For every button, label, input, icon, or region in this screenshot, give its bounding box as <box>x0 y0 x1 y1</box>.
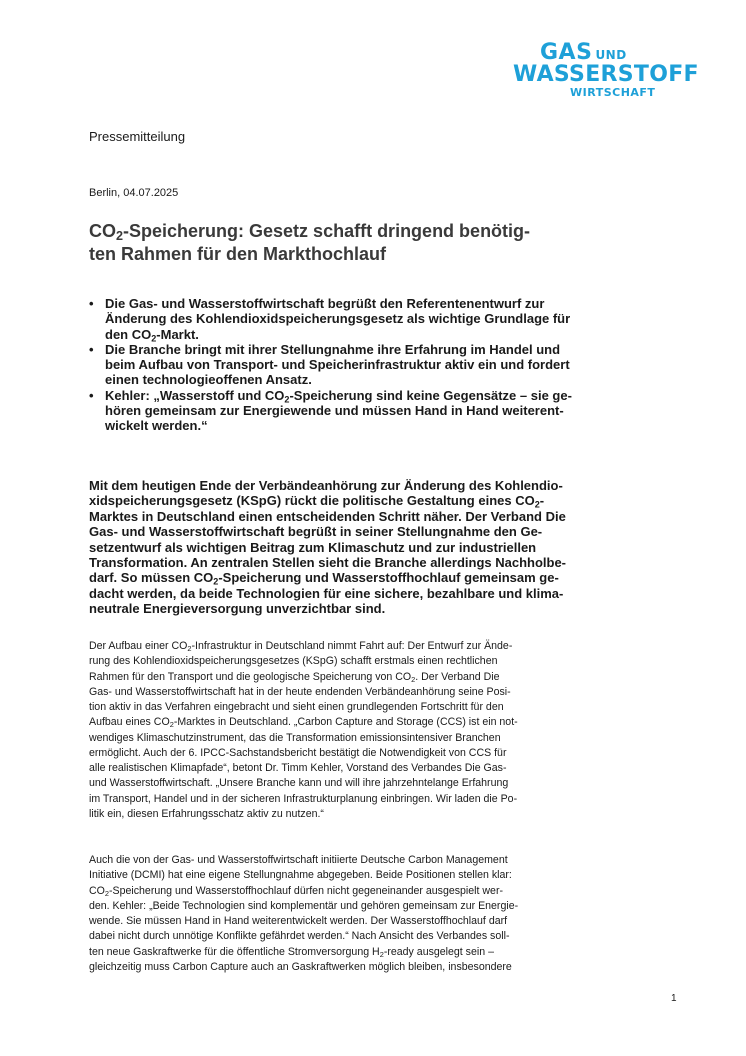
page-number: 1 <box>671 993 677 1004</box>
logo-und: UND <box>595 48 627 62</box>
key-point: • Die Branche bringt mit ihrer Stellungnahme ihre Erfahrung im Handel und beim Aufbau von Transport- und Speicherinfrastruktur aktiv ein und fordert einen technologieoffenen Ansatz. <box>89 342 579 388</box>
key-point: • Die Gas- und Wasserstoffwirtschaft begrüßt den Referentenentwurf zur Änderung des Kohlendioxidspeicherungsgesetz als wichtige Grundlage für den $CO_2$-Markt. <box>89 296 579 342</box>
logo-line-wirtschaft: WIRTSCHAFT <box>570 86 656 99</box>
body-paragraph: Der Aufbau einer $CO_2$-Infrastruktur in Deutschland nimmt Fahrt auf: Der Entwurf zur Ände- rung des Kohlendioxidspeicherungsgesetzes (KSpG) schafft erstmals einen rechtlichen Rahmen für den Transport und die geologische Speicherung von $CO_2$. Der Verband Die Gas- und Wasserstoffwirtschaft hat in der heute endenden Verbändeanhörung seine Posi- tion aktiv in das Verfahren eingebracht und sieht einen grundlegenden Fortschritt für den Aufbau eines $CO_2$-Marktes in Deutschland. „Carbon Capture and Storage (CCS) ist ein not- wendiges Klimaschutzinstrument, das die Transformation emissionsintensiver Branchen ermöglicht. Auch der 6. IPCC-Sachstandsbericht bestätigt die Notwendigkeit von CCS für alle realistischen Klimapfade“, betont Dr. Timm Kehler, Vorstand des Verbandes Die Gas- und Wasserstoffwirtschaft. „Unsere Branche kann und will ihre jahrzehntelange Erfahrung im Transport, Handel und in der sicheren Infrastrukturplanung einbringen. Wir laden die Po- litik ein, diesen Erfahrungsschatz aktiv zu nutzen.“ <box>89 640 518 820</box>
body-paragraph: Auch die von der Gas- und Wasserstoffwirtschaft initiierte Deutsche Carbon Management Initiative (DCMI) hat eine eigene Stellungnahme abgegeben. Beide Positionen stellen klar: $CO_2$-Speicherung und Wasserstoffhochlauf dürfen nicht gegeneinander ausgespielt wer- den. Kehler: „Beide Technologien sind komplementär und gehören gemeinsam zur Energie- wende. Sie müssen Hand in Hand weiterentwickelt werden. Der Wasserstoffhochlauf darf dabei nicht durch unnötige Konflikte gefährdet werden.“ Nach Ansicht des Verbandes soll- ten neue Gaskraftwerke für die öffentliche Stromversorgung $H_2$-ready ausgelegt sein – gleichzeitig muss Carbon Capture auch an Gaskraftwerken möglich bleiben, insbesondere <box>89 854 519 973</box>
dateline: Berlin, 04.07.2025 <box>89 187 179 199</box>
key-points-list <box>89 296 579 434</box>
document-type: Pressemitteilung <box>89 129 186 144</box>
lead-paragraph: Mit dem heutigen Ende der Verbändeanhörung zur Änderung des Kohlendio- xidspeicherungsgesetz (KSpG) rückt die politische Gestaltung eines $CO_2-$ Marktes in Deutschland einen entscheidenden Schritt näher. Der Verband Die Gas- und Wasserstoffwirtschaft begrüßt in seiner Stellungnahme den Ge- setzentwurf als wichtigen Beitrag zum Klimaschutz und zur industriellen Transformation. An zentralen Stellen sieht die Branche allerdings Nachholbe- darf. So müssen $CO_2$-Speicherung und Wasserstoffhochlauf gemeinsam ge- dacht werden, da beide Technologien für eine sichere, bezahlbare und klima- neutrale Energieversorgung unverzichtbar sind. <box>89 478 567 617</box>
key-point: • Kehler: „Wasserstoff und $CO_2$-Speicherung sind keine Gegensätze – sie ge- hören gemeinsam zur Energiewende und müssen Hand in Hand weiterent- wickelt werden.“ <box>89 388 579 434</box>
logo-line-gas: GAS UND <box>540 40 627 65</box>
headline: $CO_2$-Speicherung: Gesetz schafft dringend benötig- ten Rahmen für den Markthochlauf <box>89 221 531 264</box>
logo-line-wasserstoff: WASSERSTOFF <box>513 62 699 87</box>
